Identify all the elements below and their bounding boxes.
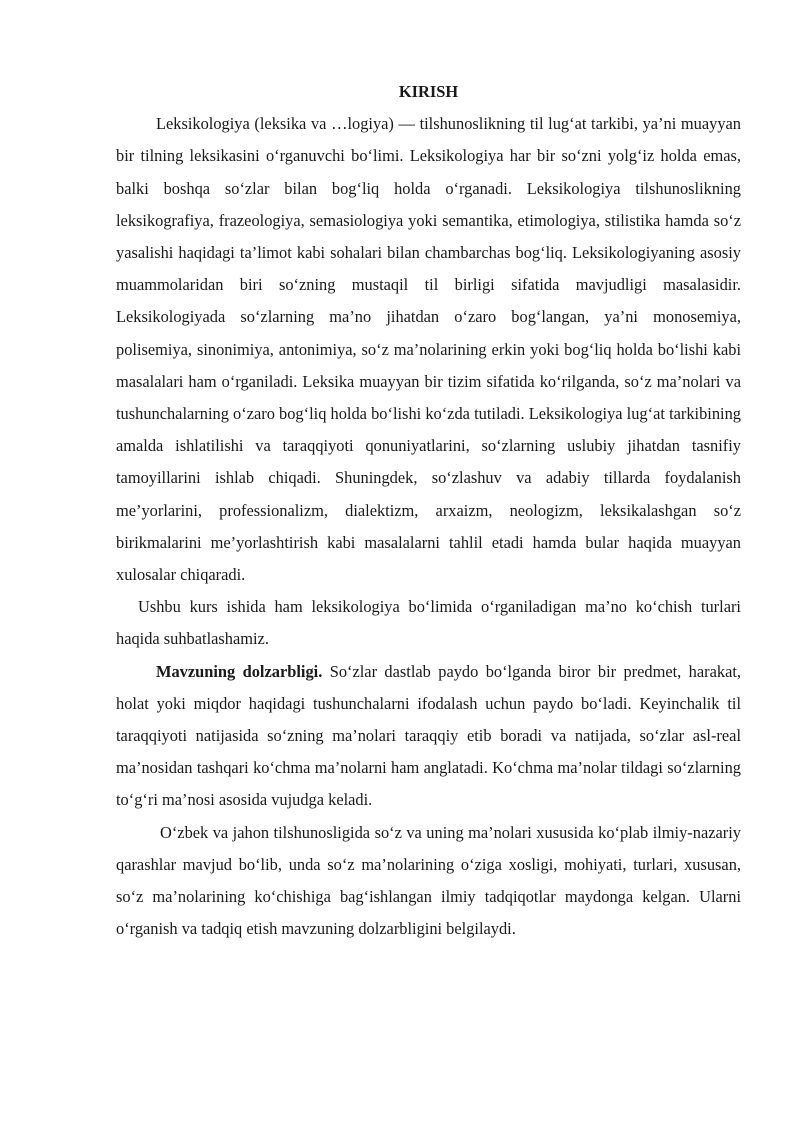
- page-title: KIRISH: [398, 82, 459, 101]
- final-paragraph: O‘zbek va jahon tilshunosligida so‘z va uning ma’nolari xususida ko‘plab ilmiy-nazariy qarashlar mavjud bo‘lib, unda so‘z ma’nolarining o‘ziga xosligi, mohiyati, turlari, xususan, so‘z ma’nolarining ko‘chishiga bag‘ishlangan ilmiy tadqiqotlar maydonga kelgan. Ularni o‘rganish va tadqiq etish mavzuning dolzarbligini belgilaydi.: [116, 822, 741, 939]
- document-page: [116, 76, 741, 945]
- intro-paragraph: Leksikologiya (leksika va …logiya) — tilshunoslikning til lug‘at tarkibi, ya’ni muayyan bir tilning leksikasini o‘rganuvchi bo‘limi. Leksikologiya har bir so‘zni yolg‘iz holda emas, balki boshqa so‘zlar bilan bog‘liq holda o‘rganadi. Leksikologiya tilshunoslikning leksikografiya, frazeologiya, semasiologiya yoki semantika, etimologiya, stilistika hamda so‘z yasalishi haqidagi ta’limot kabi sohalari bilan chambarchas bog‘liq. Leksikologiyaning asosiy muammolaridan biri so‘zning mustaqil til birligi sifatida mavjudligi masalasidir. Leksikologiyada so‘zlarning ma’no jihatdan o‘zaro bog‘langan, ya’ni monosemiya, polisemiya, sinonimiya, antonimiya, so‘z ma’nolarining erkin yoki bog‘liq holda bo‘lishi kabi masalalari ham o‘rganiladi. Leksika muayyan bir tizim sifatida ko‘rilganda, so‘z ma’nolari va tushunchalarning o‘zaro bog‘liq holda bo‘lishi ko‘zda tutiladi. Leksikologiya lug‘at tarkibining amalda ishlatilishi va taraqqiyoti qonuniyatlarini, so‘zlarning uslubiy jihatdan tasnifiy tamoyillarini ishlab chiqadi. Shuningdek, so‘zlashuv va adabiy tillarda foydalanish me’yorlarini, professionalizm, dialektizm, arxaizm, neologizm, leksikalashgan so‘z birikmalarini me’yorlashtirish kabi masalalarni tahlil etadi hamda bular haqida muayyan xulosalar chiqaradi.: [116, 114, 741, 585]
- relevance-text: So‘zlar dastlab paydo bo‘lganda biror bir predmet, harakat, holat yoki miqdor haqidagi tushunchalarni ifodalash uchun paydo bo‘ladi. Keyinchalik til taraqqiyoti natijasida so‘zning ma’nolari taraqqiy etib boradi va natijada, so‘zlar asl-real ma’nosidan tashqari ko‘chma ma’nolarni ham anglatadi. Ko‘chma ma’nolar tildagi so‘zlarning to‘g‘ri ma’nosi asosida vujudga keladi.: [116, 661, 742, 810]
- relevance-heading: Mavzuning dolzarbligi.: [156, 661, 323, 681]
- course-paragraph: Ushbu kurs ishida ham leksikologiya bo‘limida o‘rganiladigan ma’no ko‘chish turlari haqida suhbatlashamiz.: [116, 597, 741, 649]
- relevance-paragraph: [116, 656, 741, 817]
